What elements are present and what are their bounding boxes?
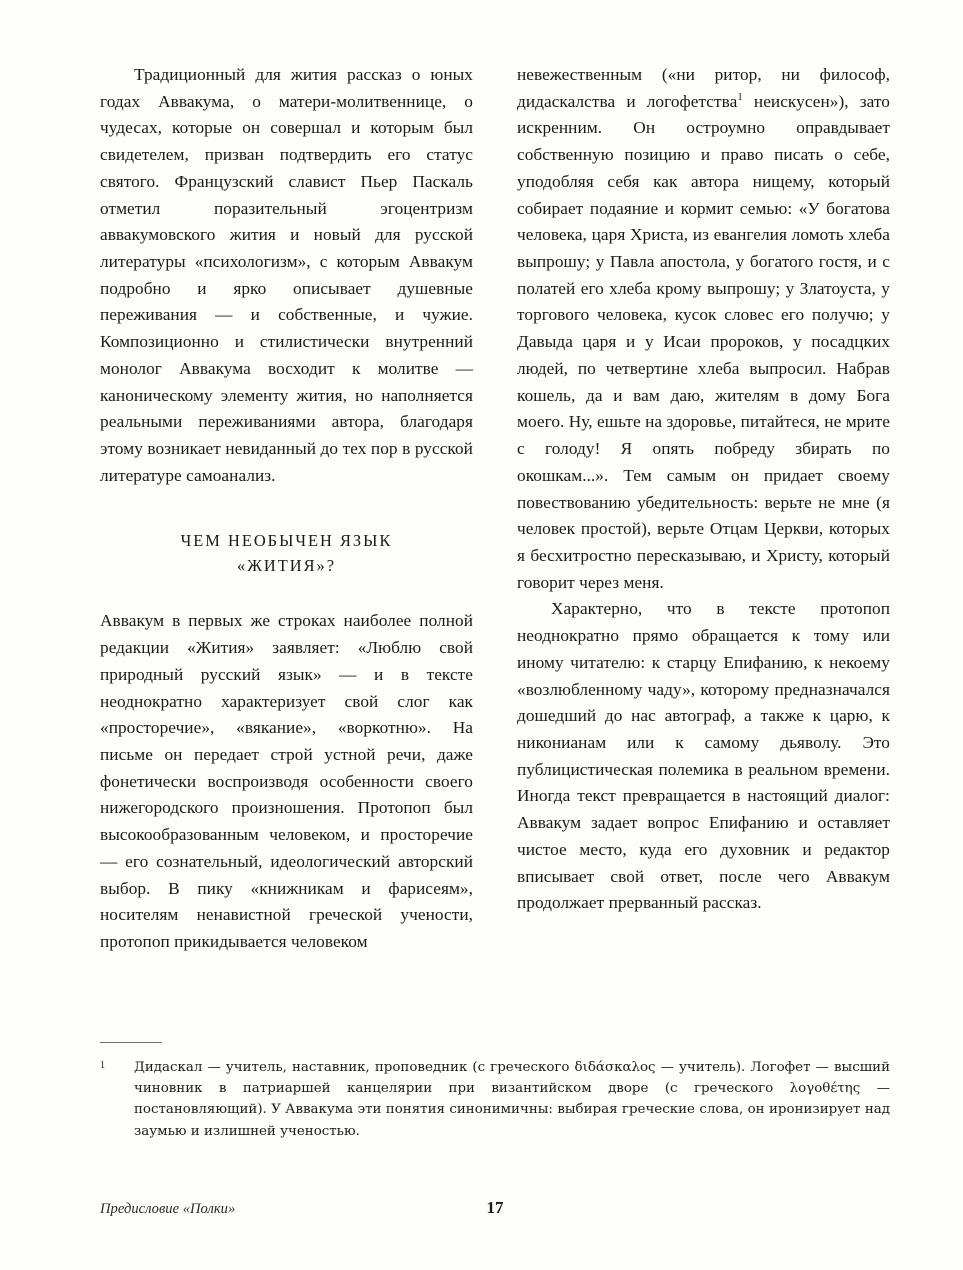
right-paragraph-1-part-2: неискусен»), зато искренним. Он остроумно оправдывает собственную позицию и право писать о себе, уподобляя себя как автора нищему, который собирает подаяние и кормит семью: «У богатова человека, царя Христа, из евангелия ломоть хлеба выпрошу; у Павла апостола, у богатого гостя, и с полатей его хлеба крому выпрошу; у Златоуста, у торгового человека, кусок словес его получю; у Давыда царя и у Исаи пророков, у посадцких людей, по четвертине хлеба выпросил. Набрав кошель, да и вам даю, жителям в дому Бога моего. Ну, ешьте на здоровье, питайтеся, не мрите с голоду! Я опять побреду збирать по окошкам...». Тем самым он придает своему повествованию убедительность: верьте не мне (я человек простой), верьте Отцам Церкви, которых я бесхитростно пересказываю, и Христу, который говорит через меня. — [517, 91, 890, 592]
left-paragraph-2: Аввакум в первых же строках наиболее полной редакции «Жития» заявляет: «Люблю свой природный русский язык» — и в тексте неоднократно характеризует свой слог как «просторечие», «вякание», «воркотню». На письме он передает строй устной речи, даже фонетически воспроизводя особенности своего нижегородского произношения. Протопоп был высокообразованным человеком, и просторечие — его сознательный, идеологический авторский выбор. В пику «книжникам и фарисеям», носителям ненавистной греческой учености, протопоп прикидывается человеком — [100, 611, 473, 951]
page-footer — [100, 1198, 890, 1218]
two-column-body — [100, 62, 890, 956]
footnote-marker: 1 — [100, 1060, 105, 1071]
page-number: 17 — [486, 1198, 504, 1217]
right-paragraph-2: Характерно, что в тексте протопоп неоднократно прямо обращается к тому или иному читателю: к старцу Епифанию, к некоему «возлюбленному чаду», которому предназначался дошедший до нас автограф, а также к царю, к никонианам или к самому дьяволу. Это публицистическая полемика в реальном времени. Иногда текст превращается в настоящий диалог: Аввакум задает вопрос Епифанию и оставляет чистое место, куда его духовник и редактор вписывает свой ответ, после чего Аввакум продолжает прерванный рассказ. — [517, 599, 890, 913]
section-heading — [100, 528, 473, 579]
section-heading-line-2: «ЖИТИЯ»? — [237, 555, 336, 575]
footnote-text: Дидаскал — учитель, наставник, проповедник (с греческого διδάσκαλος — учитель). Логофет — высший чиновник в патриаршей канцелярии при византийском дворе (с греческого λογοθέτης — постановляющий). У Аввакума эти понятия синонимичны: выбирая греческие слова, он иронизирует над заумью и излишней ученостью. — [134, 1060, 890, 1139]
right-paragraph-1-part-1: невежественным («ни ритор, ни философ, дидаскалства и логофетства — [517, 65, 890, 111]
right-column — [517, 62, 890, 956]
left-paragraph-1: Традиционный для жития рассказ о юных годах Аввакума, о матери-молитвеннице, о чудесах, которые он совершал и которым был свидетелем, призван подтвердить его статус святого. Французский славист Пьер Паскаль отметил поразительный эгоцентризм аввакумовского жития и новый для русской литературы «психологизм», с которым Аввакум подробно и ярко описывает душевные переживания — и собственные, и чужие. Композиционно и стилистически внутренний монолог Аввакума восходит к молитве — каноническому элементу жития, но наполняется реальными переживаниями автора, благодаря этому возникает невиданный до тех пор в русской литературе самоанализ. — [100, 65, 473, 485]
section-heading-line-1: ЧЕМ НЕОБЫЧЕН ЯЗЫК — [180, 530, 393, 550]
footnote-reference-marker[interactable]: 1 — [737, 90, 743, 103]
footnote-1 — [100, 1057, 890, 1142]
footnote-divider — [100, 1042, 162, 1043]
running-head: Предисловие «Полки» — [100, 1201, 236, 1217]
footnote-area — [100, 1042, 890, 1142]
right-paragraph-1 — [517, 62, 890, 596]
left-column — [100, 62, 473, 956]
